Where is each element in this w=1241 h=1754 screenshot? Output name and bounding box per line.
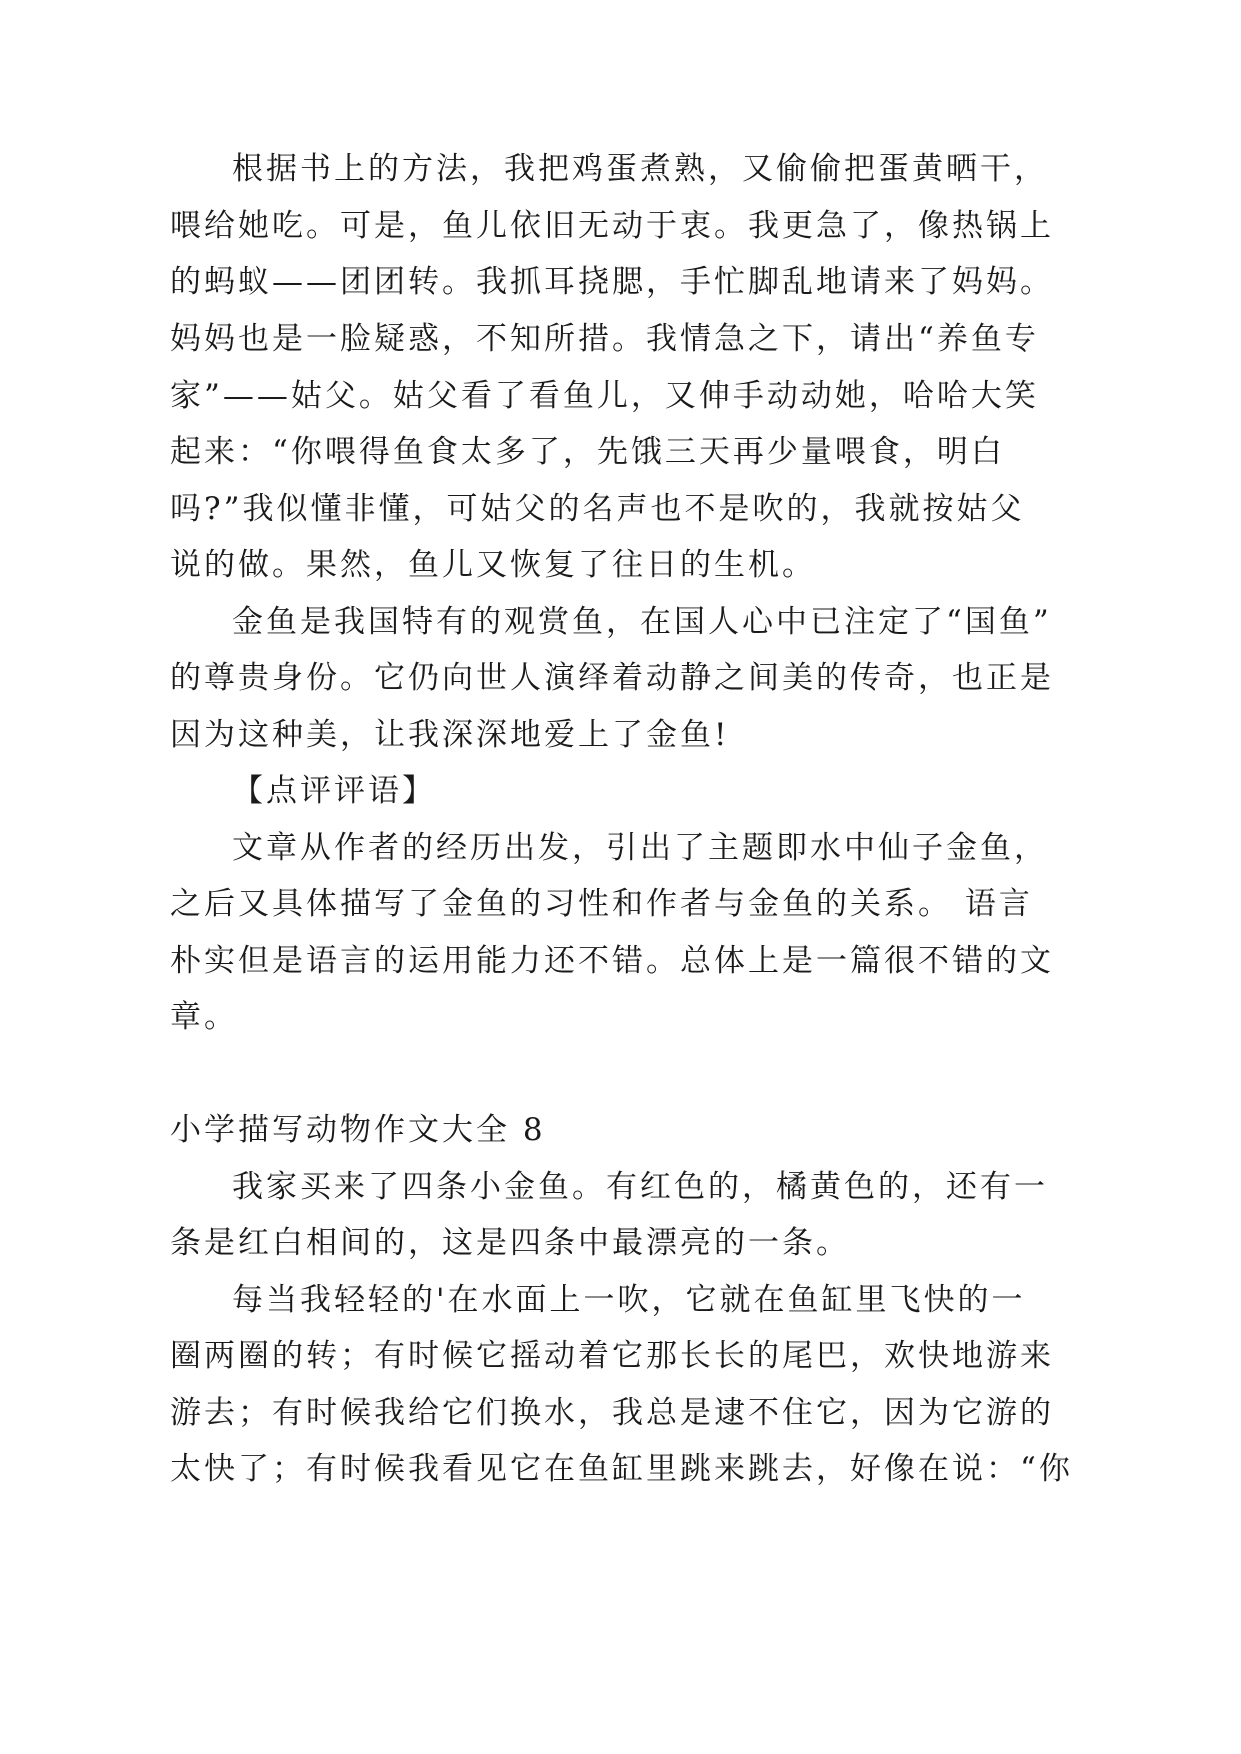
text-line: 圈两圈的转；有时候它摇动着它那长长的尾巴，欢快地游来 [170,1338,1054,1374]
text-line: 太快了；有时候我看见它在鱼缸里跳来跳去，好像在说：“你 [170,1451,1073,1487]
text-line: 游去；有时候我给它们换水，我总是逮不住它，因为它游的 [170,1395,1054,1431]
text-line: 文章从作者的经历出发，引出了主题即水中仙子金鱼， [232,830,1048,866]
text-line: 吗?”我似懂非懂，可姑父的名声也不是吹的，我就按姑父 [170,491,1025,527]
text-line: 朴实但是语言的运用能力还不错。总体上是一篇很不错的文 [170,943,1054,979]
text-line: 每当我轻轻的'在水面上一吹，它就在鱼缸里飞快的一 [232,1282,1026,1318]
section-heading: 【点评评语】 [232,773,436,809]
text-line: 喂给她吃。可是，鱼儿依旧无动于衷。我更急了，像热锅上 [170,208,1054,244]
text-line: 金鱼是我国特有的观赏鱼，在国人心中已注定了“国鱼” [232,604,1052,640]
text-line: 条是红白相间的，这是四条中最漂亮的一条。 [170,1225,850,1261]
article-title: 小学描写动物作文大全 8 [170,1112,546,1148]
text-line: 妈妈也是一脸疑惑，不知所措。我情急之下，请出“养鱼专 [170,321,1039,357]
text-line: 起来：“你喂得鱼食太多了，先饿三天再少量喂食，明白 [170,434,1005,470]
text-line: 因为这种美，让我深深地爱上了金鱼! [170,717,730,753]
text-line: 根据书上的方法，我把鸡蛋煮熟，又偷偷把蛋黄晒干， [232,151,1048,187]
text-line: 章。 [170,999,238,1035]
text-line: 的尊贵身份。它仍向世人演绎着动静之间美的传奇，也正是 [170,660,1054,696]
text-line: 家”——姑父。姑父看了看鱼儿，又伸手动动她，哈哈大笑 [170,378,1039,414]
text-line: 说的做。果然，鱼儿又恢复了往日的生机。 [170,547,816,583]
text-line: 我家买来了四条小金鱼。有红色的，橘黄色的，还有一 [232,1169,1048,1205]
text-line: 之后又具体描写了金鱼的习性和作者与金鱼的关系。 语言 [170,886,1033,922]
text-line: 的蚂蚁——团团转。我抓耳挠腮，手忙脚乱地请来了妈妈。 [170,264,1054,300]
